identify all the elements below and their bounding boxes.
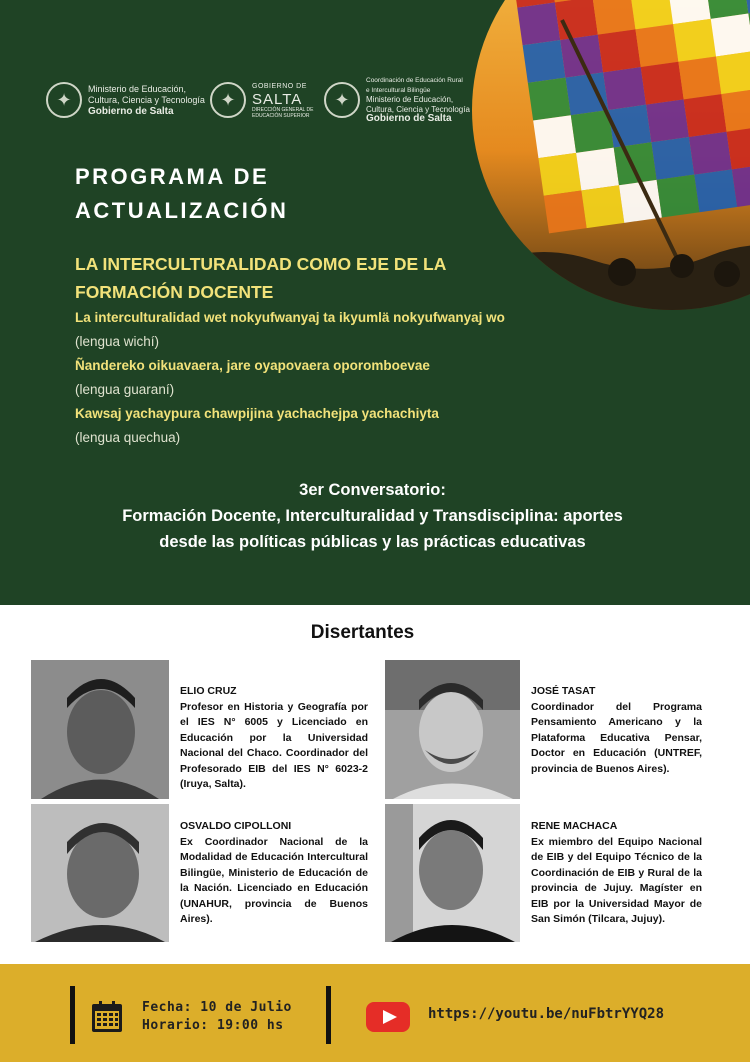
speaker-photo-elio-cruz: [31, 660, 169, 799]
logo-salta-line2: SALTA: [252, 91, 303, 108]
disertantes-title: Disertantes: [310, 622, 415, 643]
seal-icon: ✦: [324, 82, 360, 118]
logo-ministerio-line2: Cultura, Ciencia y Tecnología: [88, 94, 205, 105]
speaker-photo-osvaldo-cipolloni: [31, 804, 169, 942]
logos-row: [46, 72, 486, 128]
event-date: Fecha: 10 de Julio: [142, 1000, 292, 1015]
calendar-icon: [90, 1000, 124, 1034]
speaker-description: Coordinador del Programa Pensamiento Americano y la Plataforma Educativa Pensar, Doctor en Educación (UNTREF, provincia de Buenos Aires).: [531, 700, 702, 775]
logo-salta-line3: DIRECCIÓN GENERAL DE: [252, 107, 314, 113]
speaker-bio-rene-machaca: [531, 819, 702, 928]
logo-coord-line5: Gobierno de Salta: [366, 113, 452, 125]
logo-coordinacion: [324, 72, 470, 128]
event-date-time: [142, 999, 292, 1035]
logo-coord-line4: Cultura, Ciencia y Tecnología: [366, 104, 470, 114]
speaker-photo-jose-tasat: [385, 660, 520, 799]
speaker-name: RENE MACHACA: [531, 820, 618, 832]
logo-coord-line1: Coordinación de Educación Rural: [366, 77, 463, 85]
seal-icon: ✦: [210, 82, 246, 118]
speaker-name: JOSÉ TASAT: [531, 685, 596, 697]
wiphala-flag-photo: [472, 0, 750, 310]
language-label-wichi: (lengua wichí): [75, 334, 160, 349]
speaker-bio-jose-tasat: [531, 684, 702, 777]
logo-ministerio: [46, 72, 205, 128]
logo-ministerio-line3: Gobierno de Salta: [88, 105, 174, 117]
speaker-description: Ex Coordinador Nacional de la Modalidad de Educación Intercultural Bilingüe, Ministerio de Educación de la Nación. Licenciado en Educación (UNAHUR, provincia de Buenos Aires).: [180, 835, 368, 925]
translation-guarani: Ñandereko oikuavaera, jare oyapovaera oporomboevae: [75, 358, 430, 373]
footer-event-bar: [0, 964, 750, 1062]
speaker-bio-osvaldo-cipolloni: [180, 819, 368, 928]
speaker-bio-elio-cruz: [180, 684, 368, 793]
program-title-line2: ACTUALIZACIÓN: [75, 198, 289, 223]
divider: [70, 986, 75, 1044]
logo-salta-line1: GOBIERNO DE: [252, 83, 307, 90]
conversatorio-number: 3er Conversatorio:: [299, 481, 446, 499]
youtube-link[interactable]: https://youtu.be/nuFbtrYYQ28: [428, 1006, 665, 1022]
speaker-name: ELIO CRUZ: [180, 685, 237, 697]
logo-coord-line2: e Intercultural Bilingüe: [366, 86, 431, 94]
program-subtitle-line1: LA INTERCULTURALIDAD COMO EJE DE LA: [75, 254, 447, 274]
conversatorio-title-line1: Formación Docente, Interculturalidad y Transdisciplina: aportes: [122, 507, 623, 525]
conversatorio-heading: [40, 477, 705, 555]
conversatorio-title-line2: desde las políticas públicas y las prácticas educativas: [159, 533, 586, 551]
program-subtitle: [75, 250, 505, 306]
divider: [326, 986, 331, 1044]
program-title: [75, 160, 435, 228]
language-translations: [75, 306, 575, 450]
logo-coord-line3: Ministerio de Educación,: [366, 95, 454, 105]
logo-salta-line4: EDUCACIÓN SUPERIOR: [252, 113, 310, 119]
language-label-guarani: (lengua guaraní): [75, 382, 175, 397]
program-subtitle-line2: FORMACIÓN DOCENTE: [75, 282, 274, 302]
language-label-quechua: (lengua quechua): [75, 430, 181, 445]
speaker-name: OSVALDO CIPOLLONI: [180, 820, 292, 832]
speaker-description: Ex miembro del Equipo Nacional de EIB y del Equipo Técnico de la Coordinación de EIB y Rural de la provincia de Jujuy. Magíster en EIB por la Universidad Mayor de San Simón (Tilcara, Jujuy).: [531, 835, 702, 925]
translation-wichi: La interculturalidad wet nokyufwanyaj ta ikyumlä nokyufwanyaj wo: [75, 310, 505, 325]
speaker-description: Profesor en Historia y Geografía por el IES N° 6005 y Licenciado en Educación por la Universidad Nacional del Chaco. Coordinador del Profesorado EIB del IES N° 6023-2 (Iruya, Salta).: [180, 700, 368, 790]
speaker-photo-rene-machaca: [385, 804, 520, 942]
event-time: Horario: 19:00 hs: [142, 1018, 284, 1033]
logo-gobierno-salta: [210, 72, 314, 128]
seal-icon: ✦: [46, 82, 82, 118]
translation-quechua: Kawsaj yachaypura chawpijina yachachejpa yachachiyta: [75, 406, 439, 421]
logo-ministerio-line1: Ministerio de Educación,: [88, 83, 187, 94]
youtube-icon[interactable]: [366, 1002, 410, 1032]
program-title-line1: PROGRAMA DE: [75, 164, 270, 189]
